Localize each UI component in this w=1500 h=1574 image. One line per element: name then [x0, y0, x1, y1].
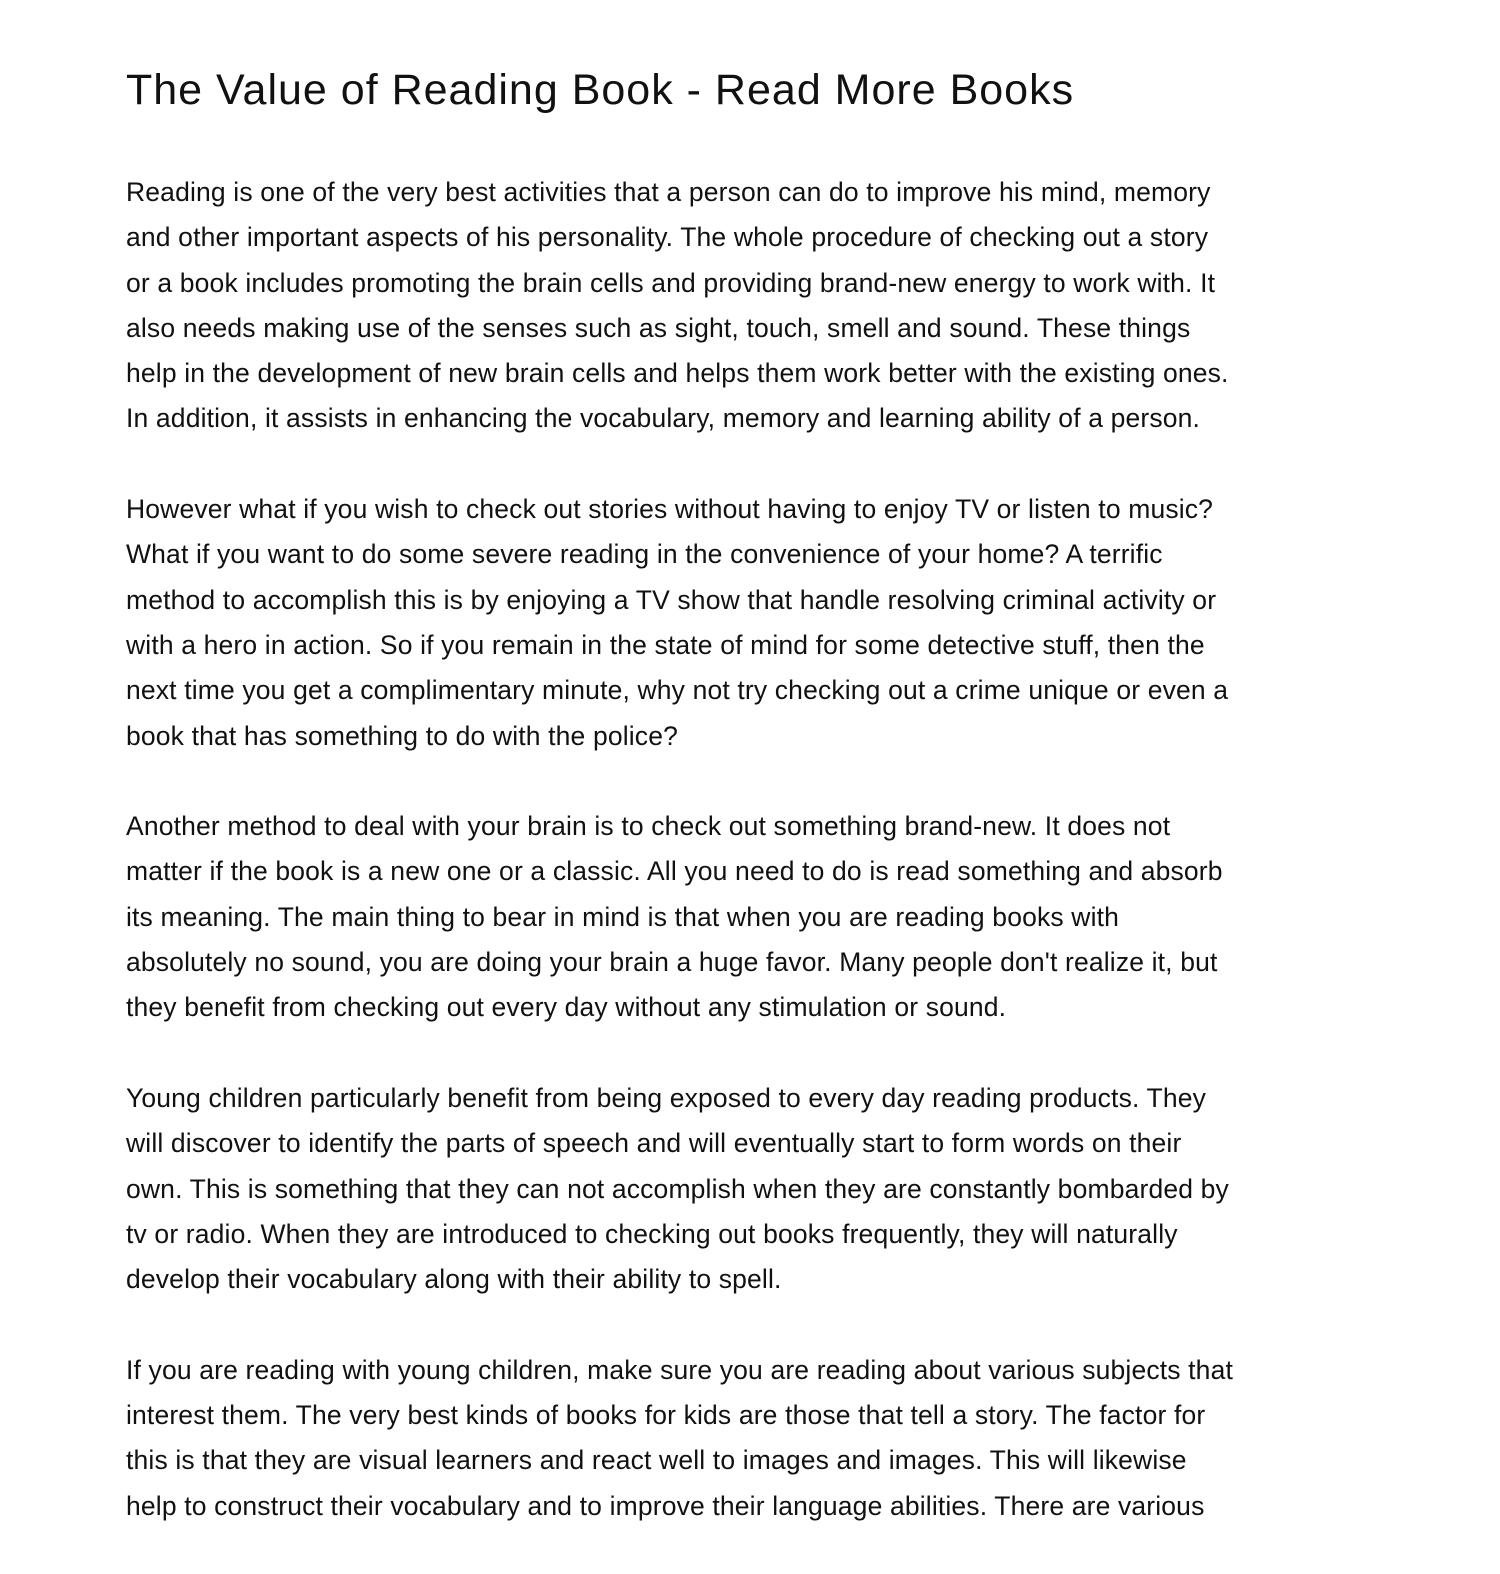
- text-line: Reading is one of the very best activities that a person can do to improve his mind, memory: [126, 177, 1211, 207]
- text-line: interest them. The very best kinds of books for kids are those that tell a story. The factor for: [126, 1400, 1206, 1431]
- text-line: will discover to identify the parts of speech and will eventually start to form words on their: [126, 1128, 1182, 1159]
- text-line: this is that they are visual learners and react well to images and images. This will likewise: [126, 1445, 1187, 1476]
- text-line: tv or radio. When they are introduced to checking out books frequently, they will naturally: [126, 1218, 1178, 1249]
- text-line: method to accomplish this is by enjoying a TV show that handle resolving criminal activity or: [126, 584, 1217, 615]
- text-line: help to construct their vocabulary and to improve their language abilities. There are various: [126, 1490, 1205, 1521]
- text-line: Another method to deal with your brain is to check out something brand-new. It does not: [126, 811, 1171, 842]
- text-line: develop their vocabulary along with their ability to spell.: [126, 1264, 782, 1295]
- text-line: with a hero in action. So if you remain in the state of mind for some detective stuff, then the: [126, 629, 1205, 660]
- paragraph: [126, 170, 1233, 442]
- paragraph: [126, 487, 1233, 759]
- text-line: own. This is something that they can not accomplish when they are constantly bombarded by: [126, 1173, 1229, 1204]
- text-line: absolutely no sound, you are doing your brain a huge favor. Many people don't realize it, but: [126, 947, 1218, 978]
- text-line: they benefit from checking out every day without any stimulation or sound.: [126, 992, 1007, 1023]
- text-line: next time you get a complimentary minute, why not try checking out a crime unique or even a: [126, 675, 1229, 706]
- text-line: However what if you wish to check out stories without having to enjoy TV or listen to music?: [126, 494, 1214, 525]
- text-line: also needs making use of the senses such as sight, touch, smell and sound. These things: [126, 312, 1191, 343]
- text-line: In addition, it assists in enhancing the vocabulary, memory and learning ability of a person.: [126, 403, 1201, 434]
- document-title: The Value of Reading Book - Read More Books: [126, 66, 1075, 114]
- paragraph: [126, 804, 1233, 1030]
- text-line: book that has something to do with the police?: [126, 720, 678, 751]
- text-line: its meaning. The main thing to bear in mind is that when you are reading books with: [126, 901, 1120, 932]
- text-line: or a book includes promoting the brain cells and providing brand-new energy to work with. It: [126, 267, 1216, 298]
- text-line: If you are reading with young children, make sure you are reading about various subjects that: [126, 1354, 1233, 1385]
- text-line: help in the development of new brain cells and helps them work better with the existing ones.: [126, 358, 1229, 389]
- document-body: [126, 170, 1233, 1574]
- text-line: matter if the book is a new one or a classic. All you need to do is read something and absorb: [126, 856, 1223, 887]
- paragraph: [126, 1348, 1233, 1529]
- paragraph: [126, 1076, 1233, 1302]
- text-line: and other important aspects of his personality. The whole procedure of checking out a story: [126, 222, 1209, 253]
- text-line: Young children particularly benefit from being exposed to every day reading products. They: [126, 1082, 1207, 1113]
- text-line: What if you want to do some severe reading in the convenience of your home? A terrific: [126, 539, 1163, 570]
